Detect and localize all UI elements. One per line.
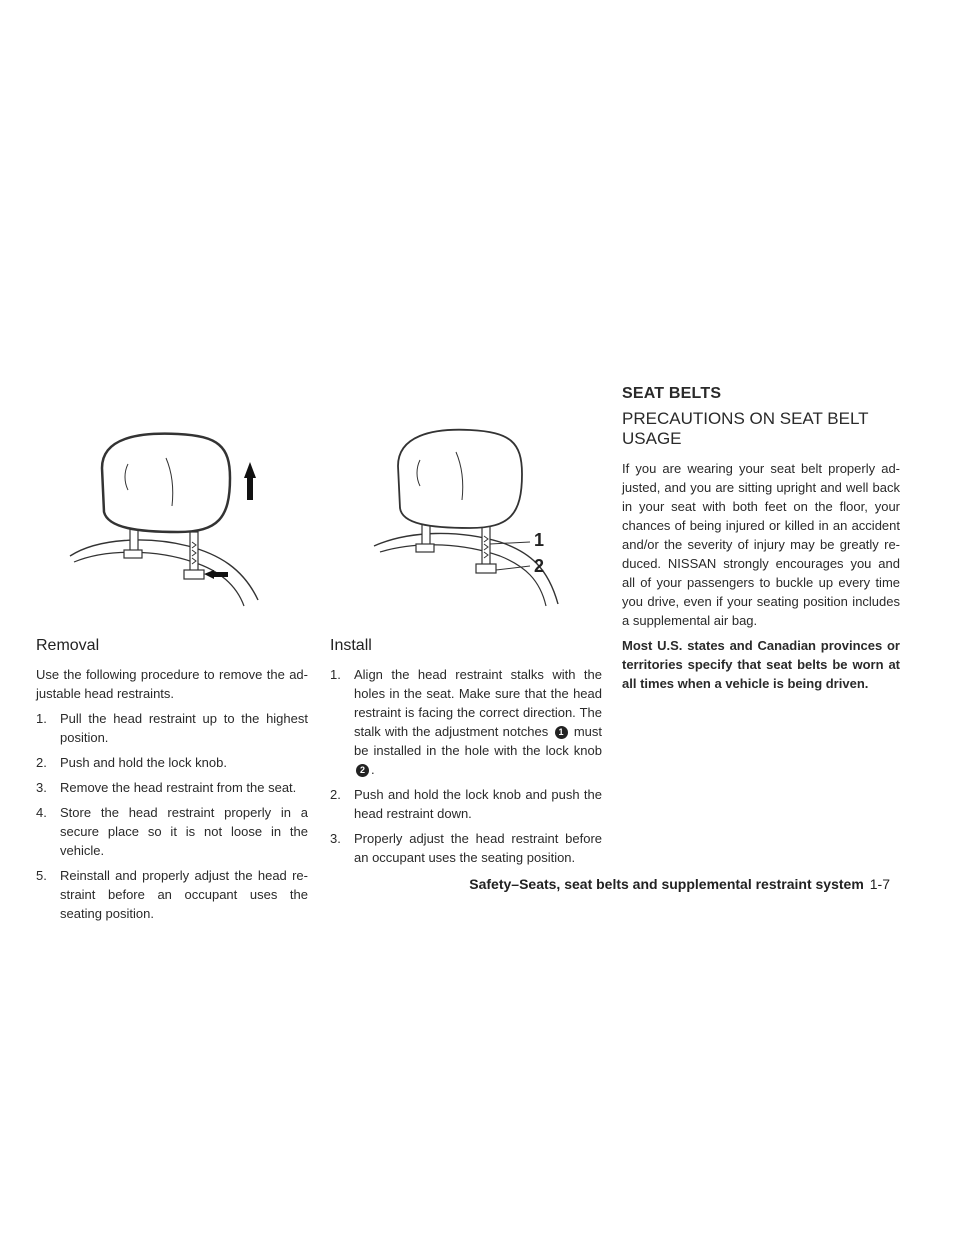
step-number: 4. bbox=[36, 805, 47, 820]
step-text-a: Align the head restraint stalks with the holes in the seat. Make sure that the head restraint is facing the correct direction. The stalk with the adjustment notches bbox=[354, 667, 602, 739]
step-number: 5. bbox=[36, 868, 47, 883]
step-text-c: . bbox=[371, 762, 375, 777]
callout-2-label: 2 bbox=[534, 556, 545, 576]
removal-illustration bbox=[68, 428, 268, 608]
step-number: 2. bbox=[330, 787, 341, 802]
removal-steps bbox=[36, 709, 308, 923]
step-number: 2. bbox=[36, 755, 47, 770]
precautions-title: PRECAUTIONS ON SEAT BELT USAGE bbox=[622, 409, 869, 448]
seat-belts-section bbox=[622, 384, 900, 699]
removal-step bbox=[36, 709, 308, 747]
step-text: Properly adjust the head restraint before an occupant uses the seating position. bbox=[354, 831, 602, 865]
step-text: Pull the head restraint up to the highest position. bbox=[60, 711, 308, 745]
callout-1-label: 1 bbox=[534, 530, 545, 550]
removal-heading: Removal bbox=[36, 637, 100, 654]
install-illustration bbox=[370, 418, 580, 608]
removal-step bbox=[36, 866, 308, 923]
step-number: 3. bbox=[36, 780, 47, 795]
step-text: Reinstall and properly adjust the head re-straint before an occupant uses the seating position. bbox=[60, 868, 308, 921]
removal-step bbox=[36, 778, 308, 797]
step-text: Remove the head restraint from the seat. bbox=[60, 780, 297, 795]
removal-intro: Use the following procedure to remove the ad-justable head restraints. bbox=[36, 667, 308, 701]
step-text: Push and hold the lock knob. bbox=[60, 755, 227, 770]
step-text-b: must be installed in the hole with the lock knob bbox=[354, 724, 602, 758]
page-footer bbox=[469, 876, 890, 892]
install-step bbox=[330, 785, 602, 823]
install-section bbox=[330, 636, 602, 873]
removal-step bbox=[36, 753, 308, 772]
callout-1-icon: 1 bbox=[555, 726, 568, 739]
step-number: 1. bbox=[36, 711, 47, 726]
step-number: 3. bbox=[330, 831, 341, 846]
precautions-paragraph: If you are wearing your seat belt properly ad-justed, and you are sitting upright and well back in your seat with both feet on the floor, your chances of being injured or killed in an accident and/or the severity of injury may be greatly re-duced. NISSAN strongly encourages you and all of your passengers to buckle up every time you drive, even if your seating position includes a supplemental air bag. bbox=[622, 461, 900, 628]
section-title: SEAT BELTS bbox=[622, 385, 722, 402]
callout-2-icon: 2 bbox=[356, 764, 369, 777]
page-number: 1-7 bbox=[869, 876, 890, 892]
install-step bbox=[330, 665, 602, 779]
legal-notice-paragraph: Most U.S. states and Canadian provinces or territories specify that seat belts be worn at all times when a vehicle is being driven. bbox=[622, 638, 900, 691]
chapter-title: Safety–Seats, seat belts and supplemental restraint system bbox=[469, 876, 864, 892]
install-step bbox=[330, 829, 602, 867]
step-text: Push and hold the lock knob and push the head restraint down. bbox=[354, 787, 602, 821]
install-steps bbox=[330, 665, 602, 867]
removal-section bbox=[36, 636, 308, 929]
step-number: 1. bbox=[330, 667, 341, 682]
install-heading: Install bbox=[330, 637, 372, 654]
step-text: Store the head restraint properly in a secure place so it is not loose in the vehicle. bbox=[60, 805, 308, 858]
removal-step bbox=[36, 803, 308, 860]
